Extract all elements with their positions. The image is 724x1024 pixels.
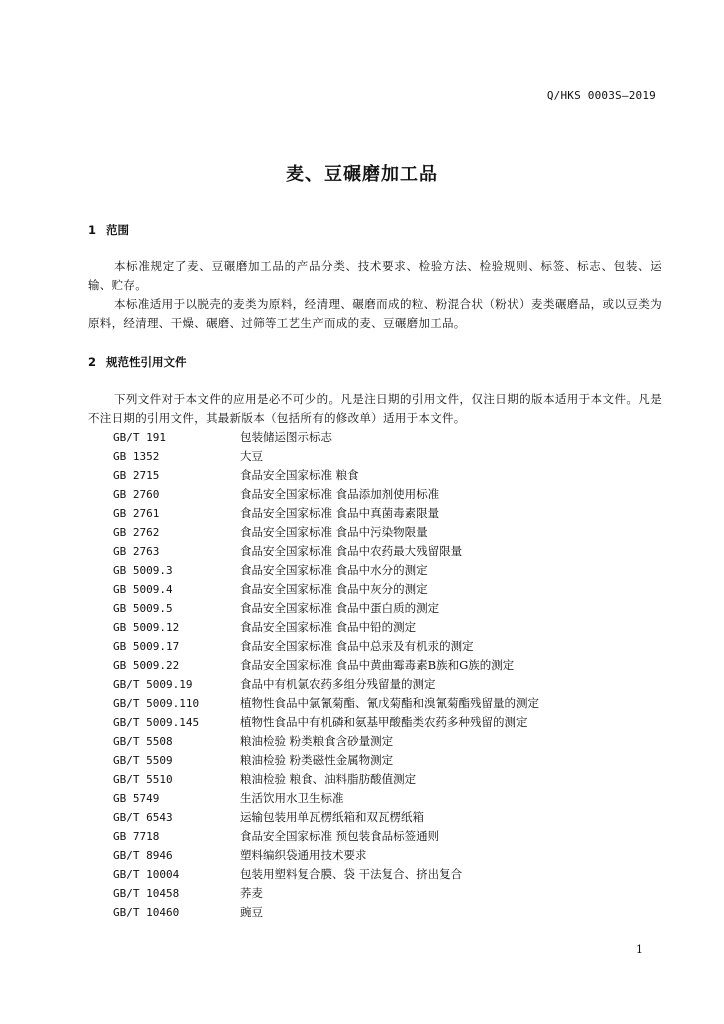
reference-code: GB 2760 <box>113 488 160 501</box>
reference-code: GB 5009.4 <box>113 583 173 596</box>
section-title: 范围 <box>106 223 129 237</box>
reference-code: GB/T 10004 <box>113 868 180 881</box>
standard-code: Q/HKS 0003S—2019 <box>546 89 656 102</box>
reference-code: GB 5009.12 <box>113 621 180 634</box>
reference-code: GB/T 5510 <box>113 773 173 786</box>
reference-title: 食品安全国家标准 食品中农药最大残留限量 <box>240 544 463 558</box>
reference-title: 食品安全国家标准 食品添加剂使用标准 <box>240 487 440 501</box>
section-number: 1 <box>88 223 97 237</box>
reference-code: GB 2763 <box>113 545 160 558</box>
reference-code: GB 2715 <box>113 469 160 482</box>
section-title: 规范性引用文件 <box>106 355 187 369</box>
reference-title: 大豆 <box>240 449 263 463</box>
reference-title: 食品安全国家标准 食品中蛋白质的测定 <box>240 601 440 615</box>
reference-code: GB 5749 <box>113 792 160 805</box>
reference-code: GB 5009.5 <box>113 602 173 615</box>
reference-title: 粮油检验 粉类磁性金属物测定 <box>240 753 394 767</box>
reference-title: 豌豆 <box>240 905 263 919</box>
reference-code: GB 5009.3 <box>113 564 173 577</box>
reference-code: GB/T 5009.19 <box>113 678 193 691</box>
reference-code: GB/T 6543 <box>113 811 173 824</box>
reference-title: 包装用塑料复合膜、袋 干法复合、挤出复合 <box>240 867 463 881</box>
reference-title: 包装储运图示标志 <box>240 430 332 444</box>
reference-title: 植物性食品中氯氰菊酯、氰戊菊酯和溴氰菊酯残留量的测定 <box>240 696 539 710</box>
reference-code: GB/T 191 <box>113 431 166 444</box>
reference-code: GB/T 10460 <box>113 906 180 919</box>
references-intro-paragraph: 下列文件对于本文件的应用是必不可少的。凡是注日期的引用文件，仅注日期的版本适用于本文件。凡是不注日期的引用文件，其最新版本（包括所有的修改单）适用于本文件。 <box>88 392 662 425</box>
reference-title: 食品安全国家标准 粮食 <box>240 468 359 482</box>
reference-title: 食品安全国家标准 食品中污染物限量 <box>240 525 428 539</box>
section-heading-normative-references <box>88 354 187 370</box>
reference-code: GB/T 5009.110 <box>113 697 200 710</box>
reference-title: 食品安全国家标准 食品中铅的测定 <box>240 620 417 634</box>
reference-title: 荞麦 <box>240 886 263 900</box>
reference-title: 食品安全国家标准 食品中灰分的测定 <box>240 582 428 596</box>
reference-title: 食品中有机氯农药多组分残留量的测定 <box>240 677 436 691</box>
reference-title: 食品安全国家标准 食品中水分的测定 <box>240 563 428 577</box>
reference-title: 食品安全国家标准 食品中真菌毒素限量 <box>240 506 440 520</box>
reference-title: 食品安全国家标准 食品中总汞及有机汞的测定 <box>240 639 474 653</box>
reference-title: 食品安全国家标准 预包装食品标签通则 <box>240 829 440 843</box>
document-title: 麦、豆碾磨加工品 <box>286 164 438 185</box>
reference-code: GB 1352 <box>113 450 160 463</box>
reference-code: GB 5009.22 <box>113 659 180 672</box>
reference-code: GB 2761 <box>113 507 160 520</box>
reference-title: 生活饮用水卫生标准 <box>240 791 344 805</box>
reference-title: 粮油检验 粉类粮食含砂量测定 <box>240 734 394 748</box>
reference-title: 粮油检验 粮食、油料脂肪酸值测定 <box>240 772 417 786</box>
reference-code: GB/T 5009.145 <box>113 716 200 729</box>
reference-code: GB/T 8946 <box>113 849 173 862</box>
reference-title: 塑料编织袋通用技术要求 <box>240 848 367 862</box>
reference-code: GB 2762 <box>113 526 160 539</box>
reference-code: GB/T 5508 <box>113 735 173 748</box>
scope-paragraph-1: 本标准规定了麦、豆碾磨加工品的产品分类、技术要求、检验方法、检验规则、标签、标志、包装、运输、贮存。 <box>88 259 662 292</box>
reference-code: GB/T 5509 <box>113 754 173 767</box>
reference-code: GB 7718 <box>113 830 160 843</box>
reference-title: 食品安全国家标准 食品中黄曲霉毒素B族和G族的测定 <box>240 658 515 672</box>
scope-paragraph-2: 本标准适用于以脱壳的麦类为原料，经清理、碾磨而成的粒、粉混合状（粉状）麦类碾磨品，或以豆类为原料，经清理、干燥、碾磨、过筛等工艺生产而成的麦、豆碾磨加工品。 <box>88 297 662 330</box>
reference-title: 植物性食品中有机磷和氨基甲酸酯类农药多种残留的测定 <box>240 715 528 729</box>
reference-code: GB 5009.17 <box>113 640 180 653</box>
reference-title: 运输包装用单瓦楞纸箱和双瓦楞纸箱 <box>240 810 424 824</box>
page-number: 1 <box>636 943 643 956</box>
section-heading-scope <box>88 222 129 238</box>
section-number: 2 <box>88 355 97 369</box>
reference-code: GB/T 10458 <box>113 887 180 900</box>
